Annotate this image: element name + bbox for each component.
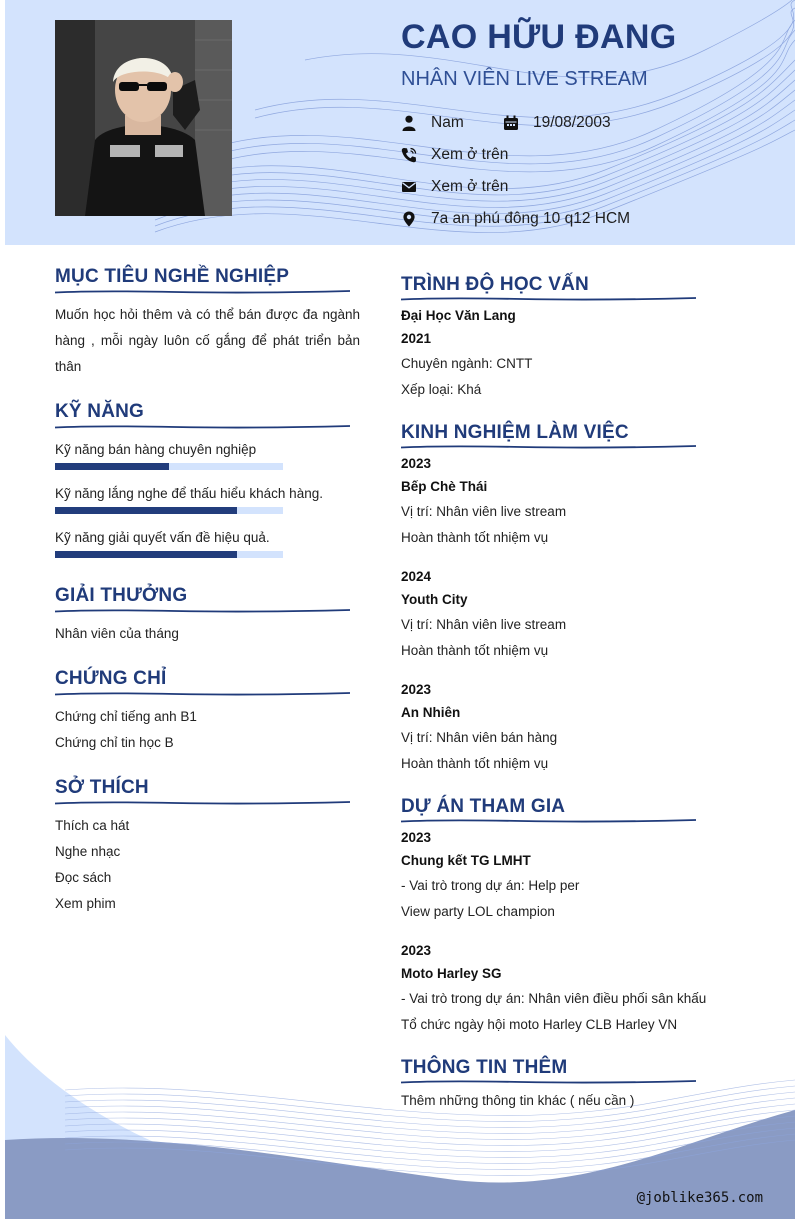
project-name: Chung kết TG LMHT bbox=[401, 853, 531, 868]
gender-value: Nam bbox=[431, 114, 464, 131]
hobbies-title: SỞ THÍCH bbox=[55, 777, 149, 798]
map-pin-icon bbox=[401, 211, 417, 227]
experience-description: Hoàn thành tốt nhiệm vụ bbox=[401, 756, 549, 771]
skill-progress-fill bbox=[55, 551, 237, 558]
gender-row bbox=[401, 114, 464, 132]
objective-text: Muốn học hỏi thêm và có thể bán được đa ngành hàng , mỗi ngày luôn cố gắng để phát triển bản thân bbox=[55, 307, 360, 374]
experience-position: Vị trí: Nhân viên bán hàng bbox=[401, 730, 558, 745]
site-watermark: @joblike365.com bbox=[636, 1190, 763, 1206]
project-name: Moto Harley SG bbox=[401, 966, 502, 981]
calendar-icon bbox=[503, 115, 519, 131]
hobby-item: Nghe nhạc bbox=[55, 844, 121, 859]
projects-title: DỰ ÁN THAM GIA bbox=[401, 796, 566, 817]
skill-progress-bar bbox=[55, 463, 283, 470]
resume-page bbox=[5, 0, 795, 1219]
experience-position: Vị trí: Nhân viên live stream bbox=[401, 504, 567, 519]
skill-label: Kỹ năng giải quyết vấn đề hiệu quả. bbox=[55, 530, 270, 545]
experience-company: Bếp Chè Thái bbox=[401, 479, 488, 494]
skill-progress-fill bbox=[55, 463, 169, 470]
objective-title: MỤC TIÊU NGHỀ NGHIỆP bbox=[55, 266, 290, 287]
certificates-title: CHỨNG CHỈ bbox=[55, 668, 167, 689]
experience-company: An Nhiên bbox=[401, 705, 461, 720]
projects-underline bbox=[401, 818, 696, 824]
skill-progress-bar bbox=[55, 551, 283, 558]
experience-description: Hoàn thành tốt nhiệm vụ bbox=[401, 530, 549, 545]
education-title: TRÌNH ĐỘ HỌC VẤN bbox=[401, 274, 589, 295]
experience-underline bbox=[401, 444, 696, 450]
project-year: 2023 bbox=[401, 943, 432, 958]
experience-title: KINH NGHIỆM LÀM VIỆC bbox=[401, 422, 629, 443]
project-year: 2023 bbox=[401, 830, 432, 845]
objective-underline bbox=[55, 289, 350, 295]
phone-row bbox=[401, 146, 508, 164]
birthdate-value: 19/08/2003 bbox=[533, 114, 611, 131]
candidate-job-title: NHÂN VIÊN LIVE STREAM bbox=[401, 68, 648, 90]
skills-underline bbox=[55, 424, 350, 430]
education-year: 2021 bbox=[401, 331, 432, 346]
skill-label: Kỹ năng bán hàng chuyên nghiệp bbox=[55, 442, 257, 457]
address-value: 7a an phú đông 10 q12 HCM bbox=[431, 210, 631, 227]
candidate-name: CAO HỮU ĐANG bbox=[401, 18, 677, 56]
hobby-item: Đọc sách bbox=[55, 870, 112, 885]
education-rank: Xếp loại: Khá bbox=[401, 382, 482, 397]
education-underline bbox=[401, 296, 696, 302]
skill-label: Kỹ năng lắng nghe để thấu hiểu khách hàng. bbox=[55, 486, 323, 501]
certificate-item: Chứng chỉ tin học B bbox=[55, 735, 174, 750]
experience-year: 2024 bbox=[401, 569, 432, 584]
awards-title: GIẢI THƯỞNG bbox=[55, 585, 188, 606]
experience-year: 2023 bbox=[401, 456, 432, 471]
experience-company: Youth City bbox=[401, 592, 468, 607]
project-role: - Vai trò trong dự án: Nhân viên điều phối sân khấu bbox=[401, 991, 707, 1006]
awards-underline bbox=[55, 608, 350, 614]
extra-info-title: THÔNG TIN THÊM bbox=[401, 1057, 568, 1078]
email-value: Xem ở trên bbox=[431, 178, 509, 195]
address-row bbox=[401, 210, 630, 228]
experience-description: Hoàn thành tốt nhiệm vụ bbox=[401, 643, 549, 658]
skill-progress-bar bbox=[55, 507, 283, 514]
skills-title: KỸ NĂNG bbox=[55, 401, 145, 422]
extra-info-text: Thêm những thông tin khác ( nếu cần ) bbox=[401, 1093, 635, 1108]
certificate-item: Chứng chỉ tiếng anh B1 bbox=[55, 709, 197, 724]
project-description: View party LOL champion bbox=[401, 904, 555, 919]
email-row bbox=[401, 178, 508, 196]
extra-info-underline bbox=[401, 1079, 696, 1085]
birthdate-row bbox=[503, 114, 611, 132]
phone-value: Xem ở trên bbox=[431, 146, 509, 163]
user-icon bbox=[401, 115, 417, 131]
experience-year: 2023 bbox=[401, 682, 432, 697]
envelope-icon bbox=[401, 179, 417, 195]
award-item: Nhân viên của tháng bbox=[55, 626, 179, 641]
hobby-item: Xem phim bbox=[55, 896, 116, 911]
certificates-underline bbox=[55, 691, 350, 697]
experience-position: Vị trí: Nhân viên live stream bbox=[401, 617, 567, 632]
skill-progress-fill bbox=[55, 507, 237, 514]
hobby-item: Thích ca hát bbox=[55, 818, 130, 833]
profile-photo bbox=[55, 20, 232, 216]
project-description: Tổ chức ngày hội moto Harley CLB Harley VN bbox=[401, 1017, 678, 1032]
education-major: Chuyên ngành: CNTT bbox=[401, 356, 533, 371]
education-school: Đại Học Văn Lang bbox=[401, 308, 516, 323]
phone-icon bbox=[401, 147, 417, 163]
hobbies-underline bbox=[55, 800, 350, 806]
project-role: - Vai trò trong dự án: Help per bbox=[401, 878, 580, 893]
